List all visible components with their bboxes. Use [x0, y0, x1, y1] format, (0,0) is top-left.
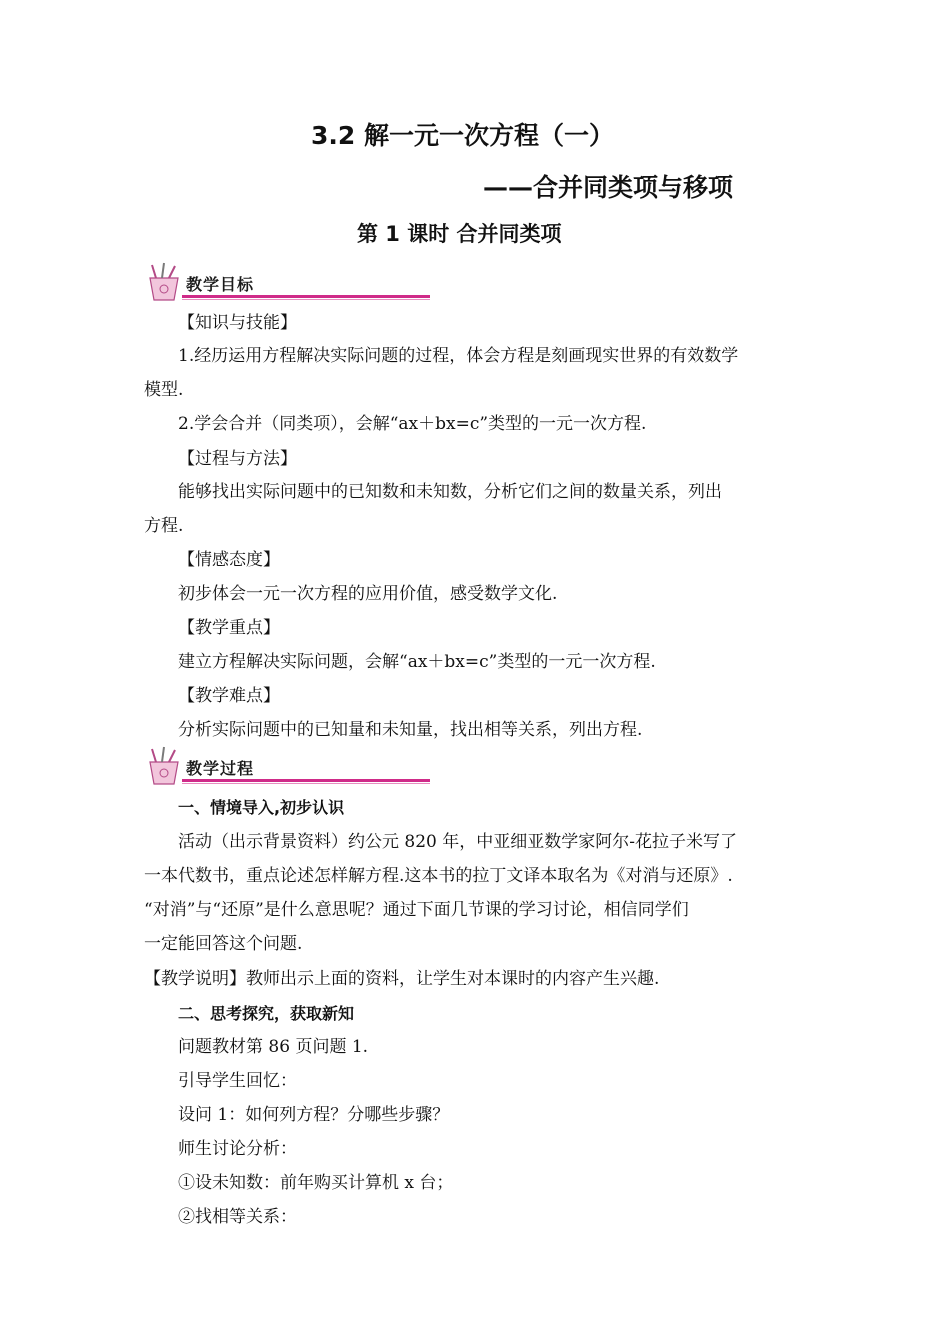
section-banner-process [142, 746, 292, 788]
banner-underline-light [182, 783, 430, 784]
process-text: 一定能回答这个问题. [144, 934, 303, 954]
goals-text: 方程. [144, 516, 184, 536]
goals-heading-difficulties: 【教学难点】 [178, 686, 280, 706]
goals-text: 建立方程解决实际问题，会解“ax＋bx=c”类型的一元一次方程. [178, 652, 656, 672]
goals-text: 分析实际问题中的已知量和未知量，找出相等关系，列出方程. [178, 720, 643, 740]
goals-heading-knowledge: 【知识与技能】 [178, 313, 297, 333]
process-text: 设问 1：如何列方程？分哪些步骤？ [178, 1105, 450, 1125]
section-banner-goals [142, 262, 292, 304]
process-text: 一本代数书，重点论述怎样解方程.这本书的拉丁文译本取名为《对消与还原》. [144, 866, 733, 886]
section-label-goals: 教学目标 [186, 275, 255, 294]
lesson-title: 第 1 课时 合并同类项 [357, 222, 562, 246]
process-heading-1: 一、情境导入,初步认识 [178, 798, 345, 817]
goals-text: 能够找出实际问题中的已知数和未知数，分析它们之间的数量关系，列出 [178, 482, 722, 502]
document-subtitle: ——合并同类项与移项 [483, 173, 734, 202]
banner-underline [182, 779, 430, 782]
process-text: 活动（出示背景资料）约公元 820 年，中亚细亚数学家阿尔-花拉子米写了 [178, 832, 737, 852]
goals-heading-attitude: 【情感态度】 [178, 550, 280, 570]
goals-text: 初步体会一元一次方程的应用价值，感受数学文化. [178, 584, 558, 604]
process-text: 引导学生回忆： [178, 1071, 297, 1091]
teaching-note: 【教学说明】教师出示上面的资料，让学生对本课时的内容产生兴趣. [144, 969, 660, 989]
goals-heading-process: 【过程与方法】 [178, 449, 297, 469]
process-text: ①设未知数：前年购买计算机 x 台； [178, 1173, 454, 1193]
banner-underline [182, 295, 430, 298]
pencil-cup-icon [142, 746, 186, 788]
goals-text: 1.经历运用方程解决实际问题的过程，体会方程是刻画现实世界的有效数学 [178, 346, 739, 366]
pencil-cup-icon [142, 262, 186, 304]
document-title: 3.2 解一元一次方程（一） [311, 121, 614, 150]
banner-underline-light [182, 299, 430, 300]
process-text: ②找相等关系： [178, 1207, 297, 1227]
process-text: 师生讨论分析： [178, 1139, 297, 1159]
goals-text: 2.学会合并（同类项），会解“ax＋bx=c”类型的一元一次方程. [178, 414, 647, 434]
process-text: “对消”与“还原”是什么意思呢？通过下面几节课的学习讨论，相信同学们 [144, 900, 689, 920]
process-heading-2: 二、思考探究，获取新知 [178, 1004, 355, 1023]
goals-text: 模型. [144, 380, 184, 400]
section-label-process: 教学过程 [186, 759, 255, 778]
goals-heading-key-points: 【教学重点】 [178, 618, 280, 638]
process-text: 问题教材第 86 页问题 1. [178, 1037, 369, 1057]
